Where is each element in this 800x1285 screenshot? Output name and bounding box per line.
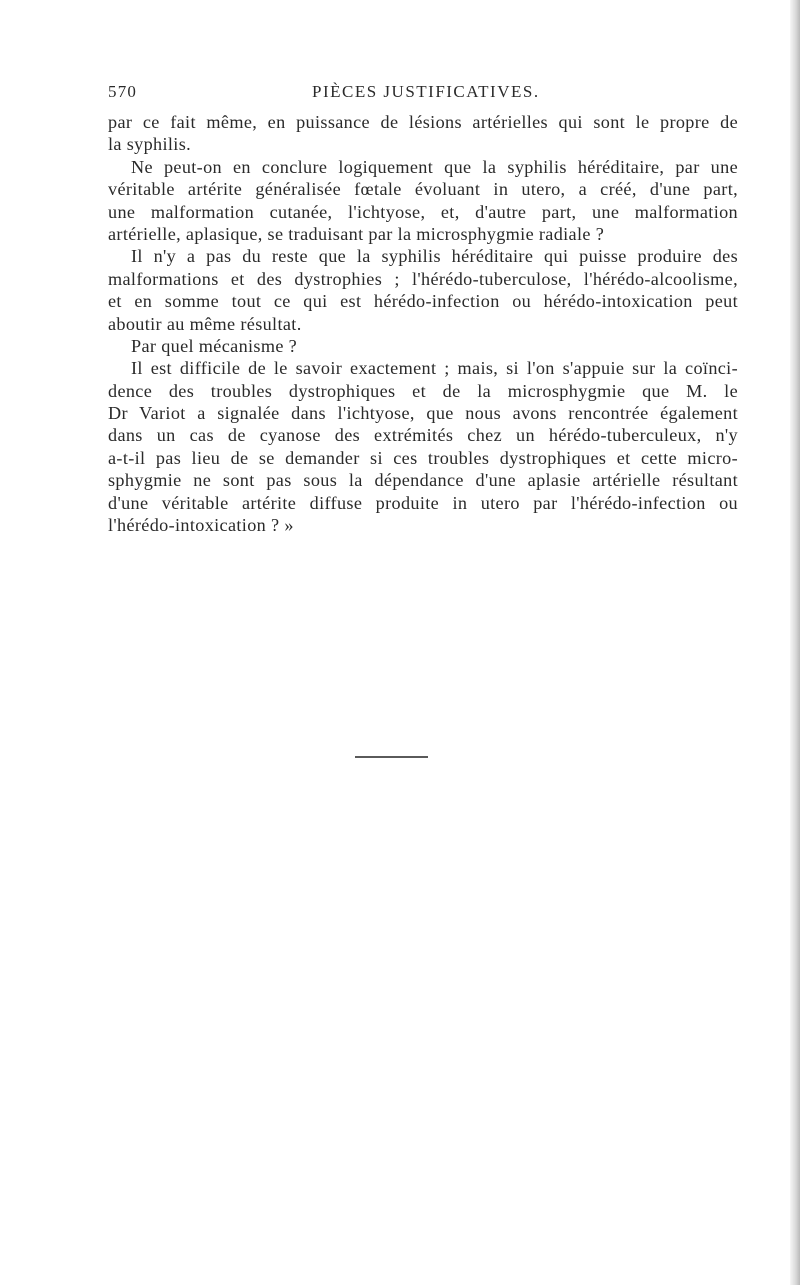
body-text [108,111,738,536]
text-line: sphygmie ne sont pas sous la dépendance d'une aplasie artérielle résultant [108,470,738,491]
text-line: véritable artérite généralisée fœtale évoluant in utero, a créé, d'une part, [108,179,738,200]
text-line: malformations et des dystrophies ; l'hérédo-tuberculose, l'hérédo-alcoolisme, [108,268,738,289]
text-line: aboutir au même résultat. [108,313,302,334]
text-line: Ne peut-on en conclure logiquement que la syphilis héréditaire, par une [131,156,738,177]
text-line: Par quel mécanisme ? [131,335,298,356]
text-line: l'hérédo-intoxication ? » [108,515,294,536]
page-number: 570 [108,82,138,101]
page-header [108,82,708,106]
running-head: PIÈCES JUSTIFICATIVES. [312,82,540,101]
text-line: artérielle, aplasique, se traduisant par la microsphygmie radiale ? [108,223,605,244]
text-line: dence des troubles dystrophiques et de la microsphygmie que M. le [108,380,738,401]
text-line: dans un cas de cyanose des extrémités chez un hérédo-tuberculeux, n'y [108,425,738,446]
text-line: par ce fait même, en puissance de lésions artérielles qui sont le propre de [108,112,738,132]
text-line: Il est difficile de le savoir exactement ; mais, si l'on s'appuie sur la coïnci- [131,358,738,379]
text-line: et en somme tout ce qui est hérédo-infection ou hérédo-intoxication peut [108,291,738,312]
page-edge [790,0,800,1285]
text-line: Dr Variot a signalée dans l'ichtyose, que nous avons rencontrée également [108,403,738,424]
text-line: la syphilis. [108,134,192,155]
text-line: Il n'y a pas du reste que la syphilis héréditaire qui puisse produire des [131,246,738,267]
text-line: d'une véritable artérite diffuse produite in utero par l'hérédo-infection ou [108,492,738,513]
text-line: a-t-il pas lieu de se demander si ces troubles dystrophiques et cette micro- [108,447,738,468]
text-line: une malformation cutanée, l'ichtyose, et, d'autre part, une malformation [108,201,738,222]
end-rule [355,756,428,758]
